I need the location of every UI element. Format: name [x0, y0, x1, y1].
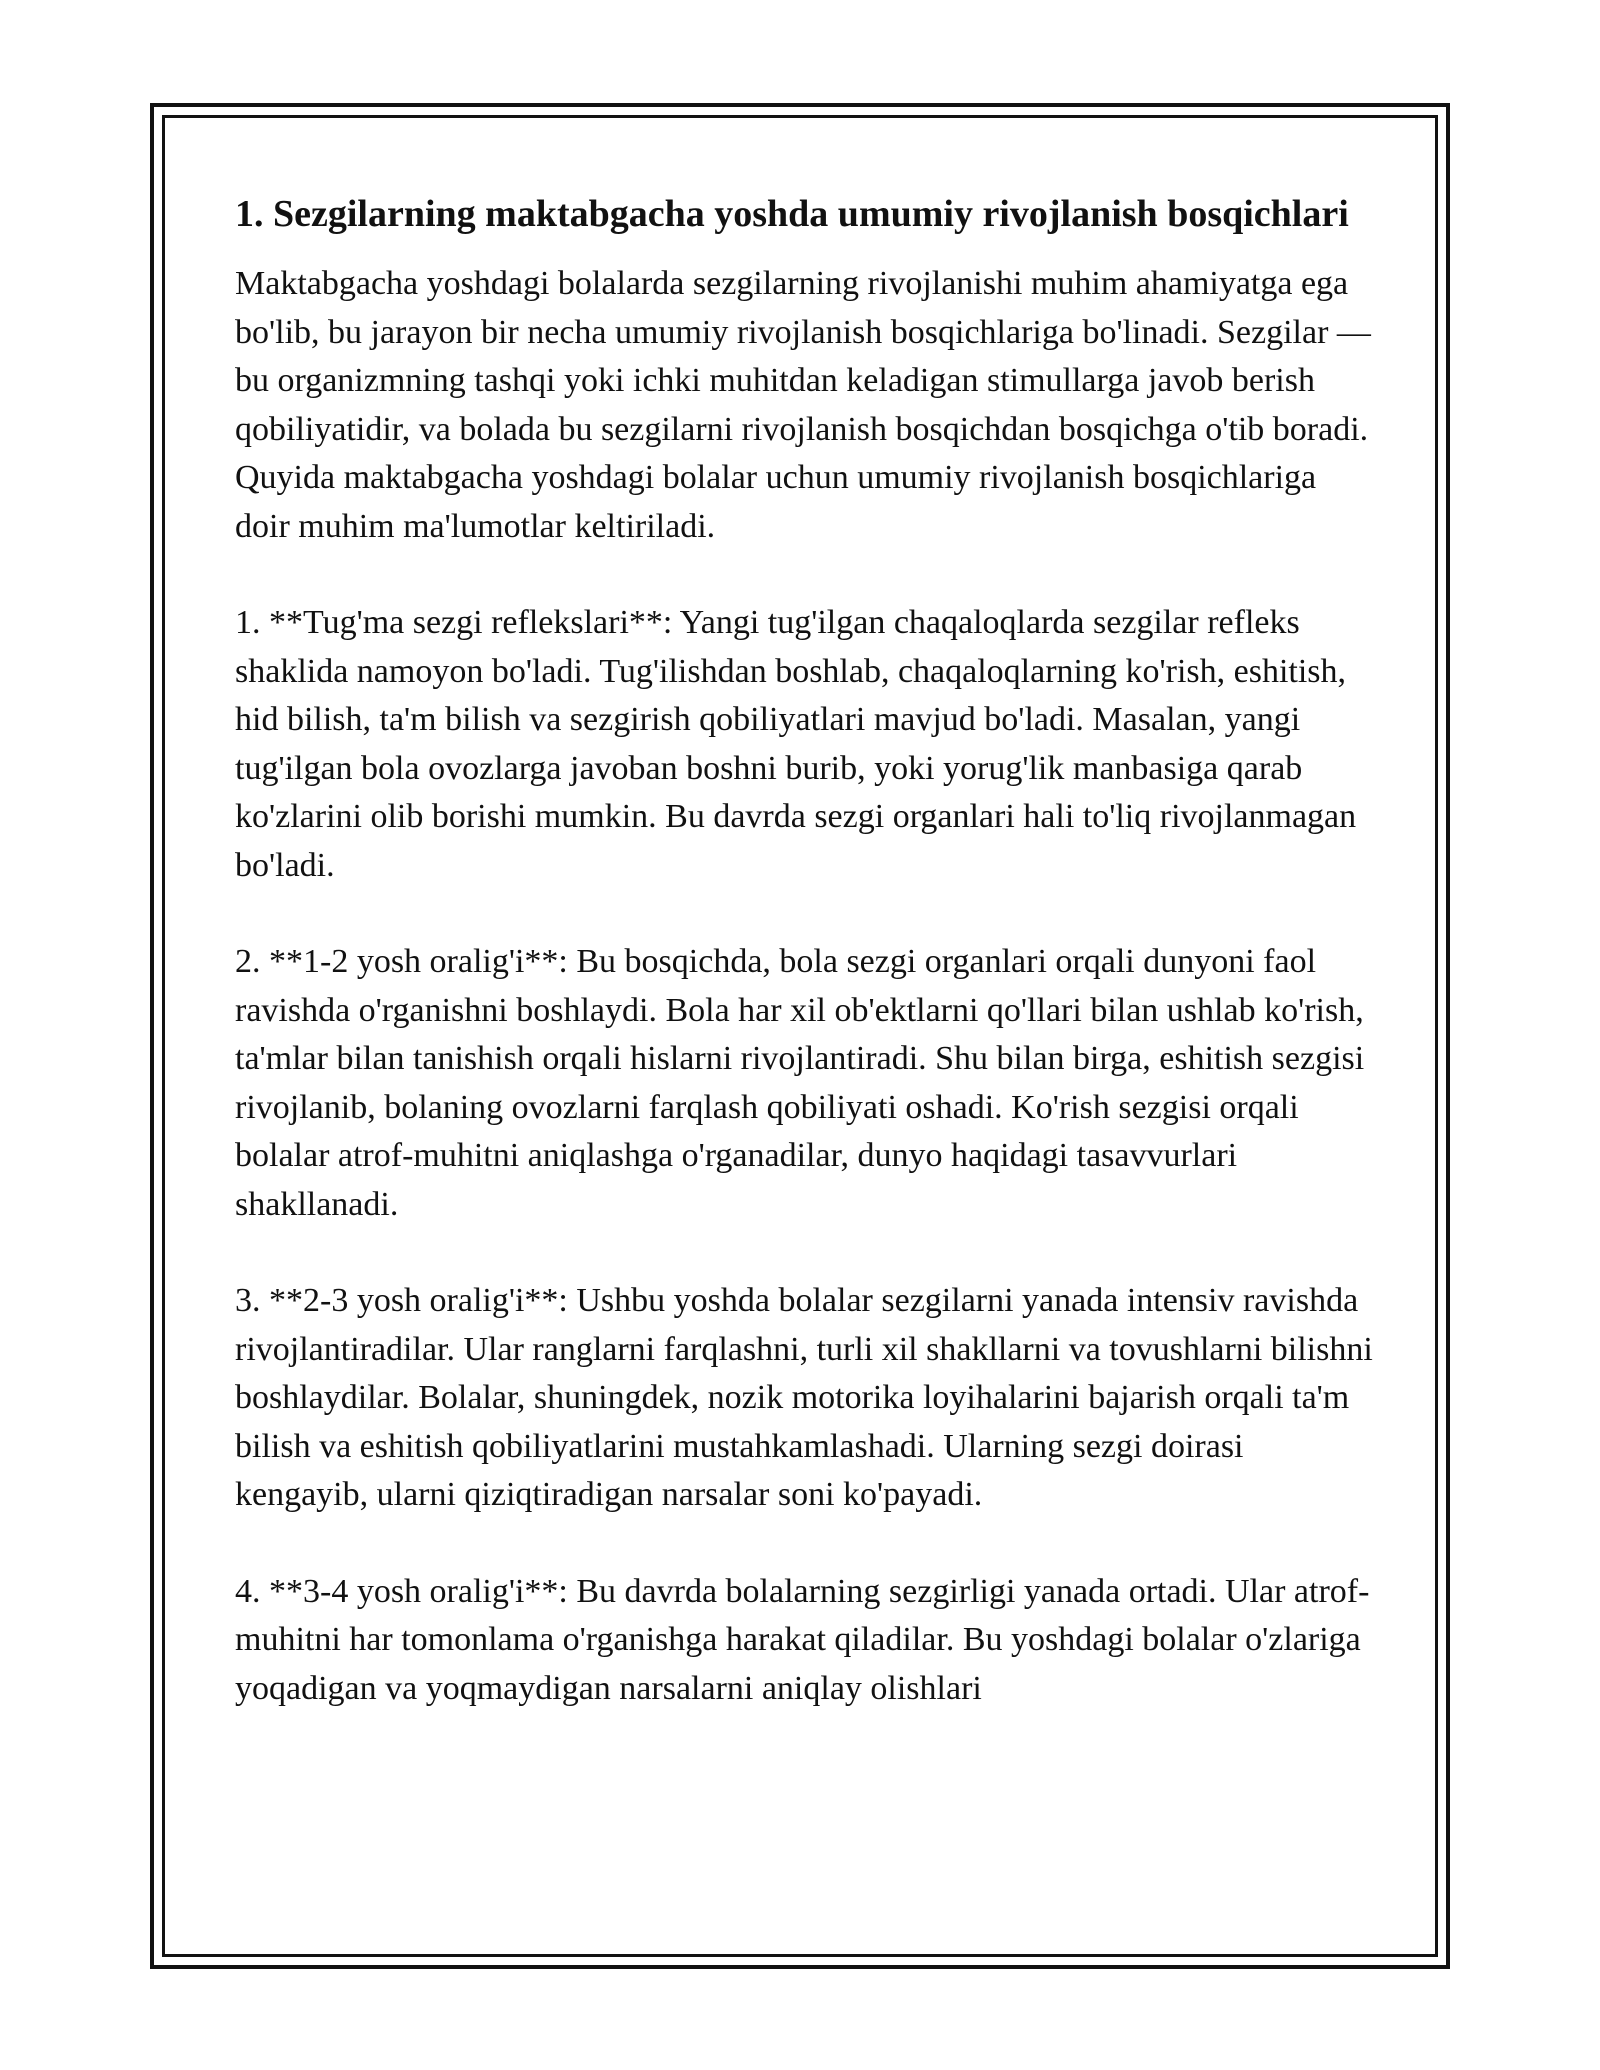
- paragraph-stage-4: 4. **3-4 yosh oralig'i**: Bu davrda bolalarning sezgirligi yanada ortadi. Ular atrof-muhitni har tomonlama o'rganishga harakat qiladilar. Bu yoshdagi bolalar o'zlariga yoqadigan va yoqmaydigan narsalarni aniqlay olishlari: [235, 1572, 1370, 1707]
- document-body: [235, 186, 1375, 1713]
- paragraph-intro: Maktabgacha yoshdagi bolalarda sezgilarning rivojlanishi muhim ahamiyatga ega bo'lib, bu jarayon bir necha umumiy rivojlanish bosqichlariga bo'linadi. Sezgilar — bu organizmning tashqi yoki ichki muhitdan keladigan stimullarga javob berish qobiliyatidir, va bolada bu sezgilarni rivojlanish bosqichdan bosqichga o'tib boradi. Quyida maktabgacha yoshdagi bolalar uchun umumiy rivojlanish bosqichlariga doir muhim ma'lumotlar keltiriladi.: [235, 265, 1371, 545]
- paragraph-stage-1: 1. **Tug'ma sezgi reflekslari**: Yangi tug'ilgan chaqaloqlarda sezgilar refleks shaklida namoyon bo'ladi. Tug'ilishdan boshlab, chaqaloqlarning ko'rish, eshitish, hid bilish, ta'm bilish va sezgirish qobiliyatlari mavjud bo'ladi. Masalan, yangi tug'ilgan bola ovozlarga javoban boshni burib, yoki yorug'lik manbasiga qarab ko'zlarini olib borishi mumkin. Bu davrda sezgi organlari hali to'liq rivojlanmagan bo'ladi.: [235, 604, 1357, 884]
- section-title: 1. Sezgilarning maktabgacha yoshda umumiy rivojlanish bosqichlari: [235, 193, 1349, 235]
- paragraph-stage-3: 3. **2-3 yosh oralig'i**: Ushbu yoshda bolalar sezgilarni yanada intensiv ravishda rivojlantiradilar. Ular ranglarni farqlashni, turli xil shakllarni va tovushlarni bilishni boshlaydilar. Bolalar, shuningdek, nozik motorika loyihalarini bajarish orqali ta'm bilish va eshitish qobiliyatlarini mustahkamlashadi. Ularning sezgi doirasi kengayib, ularni qiziqtiradigan narsalar soni ko'payadi.: [235, 1282, 1373, 1513]
- paragraph-stage-2: 2. **1-2 yosh oralig'i**: Bu bosqichda, bola sezgi organlari orqali dunyoni faol ravishda o'rganishni boshlaydi. Bola har xil ob'ektlarni qo'llari bilan ushlab ko'rish, ta'mlar bilan tanishish orqali hislarni rivojlantiradi. Shu bilan birga, eshitish sezgisi rivojlanib, bolaning ovozlarni farqlash qobiliyati oshadi. Ko'rish sezgisi orqali bolalar atrof-muhitni aniqlashga o'rganadilar, dunyo haqidagi tasavvurlari shakllanadi.: [235, 943, 1365, 1223]
